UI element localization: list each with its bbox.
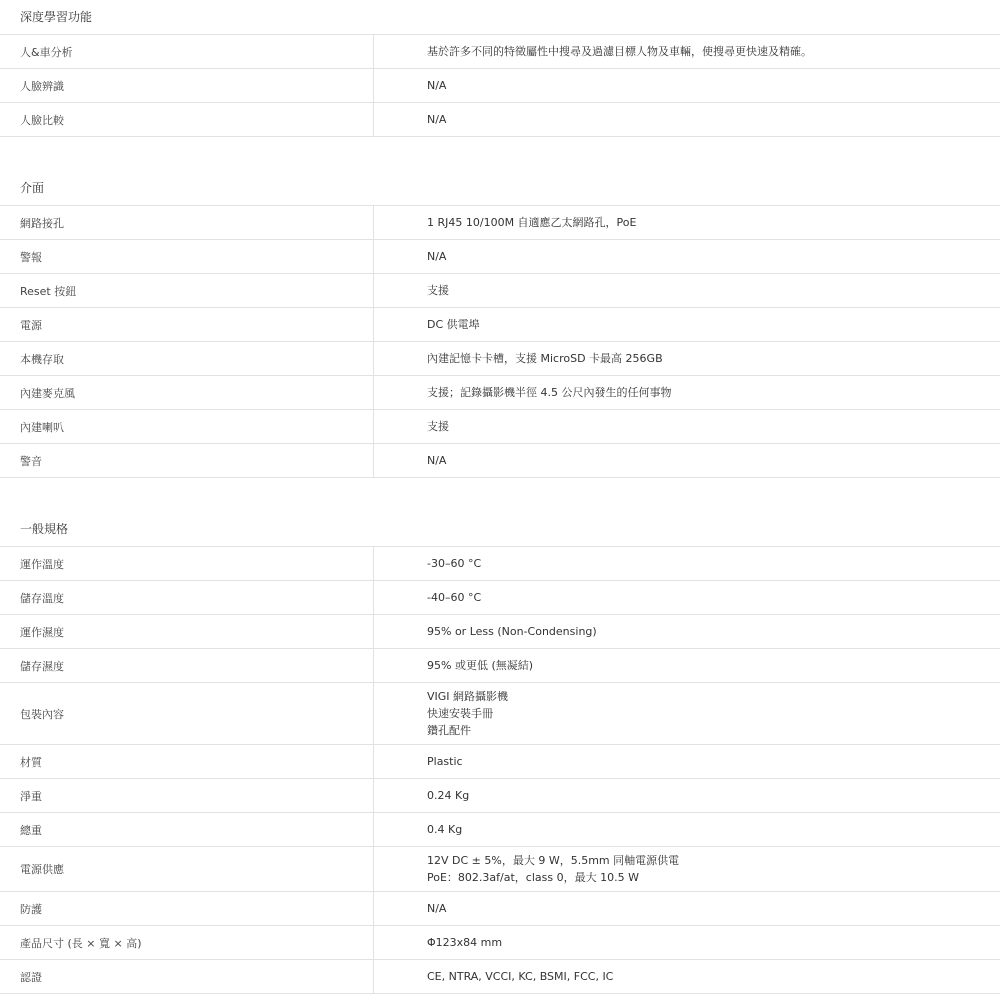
spec-value xyxy=(375,103,1000,137)
spec-label: 內建喇叭 xyxy=(0,410,374,444)
spec-value xyxy=(375,615,1000,649)
spec-row xyxy=(0,376,1000,410)
spec-value-line: -40–60 °C xyxy=(427,591,482,604)
spec-value-line: 快速安裝手冊 xyxy=(427,707,493,720)
spec-value xyxy=(375,376,1000,410)
spec-value-line: Plastic xyxy=(427,755,463,768)
spec-row xyxy=(0,615,1000,649)
spec-label: 防護 xyxy=(0,892,374,926)
spec-table xyxy=(0,205,1000,478)
spec-value-line: N/A xyxy=(427,79,447,92)
spec-value-line: N/A xyxy=(427,113,447,126)
spec-value-line: CE, NTRA, VCCI, KC, BSMI, FCC, IC xyxy=(427,970,614,983)
spec-value-line: PoE：802.3af/at，class 0，最大 10.5 W xyxy=(427,871,639,884)
spec-value xyxy=(375,813,1000,847)
section-gap xyxy=(0,478,1000,512)
spec-value-line: N/A xyxy=(427,454,447,467)
spec-value-line: N/A xyxy=(427,250,447,263)
section-gap xyxy=(0,137,1000,171)
spec-value xyxy=(375,35,1000,69)
spec-value xyxy=(375,206,1000,240)
spec-label: 產品尺寸 (長 × 寬 × 高) xyxy=(0,926,374,960)
spec-value-line: 12V DC ± 5%，最大 9 W，5.5mm 同軸電源供電 xyxy=(427,854,680,867)
spec-row xyxy=(0,308,1000,342)
spec-value xyxy=(375,581,1000,615)
spec-value xyxy=(375,274,1000,308)
spec-value-line: 95% 或更低 (無凝結) xyxy=(427,659,534,672)
spec-value-line: 95% or Less (Non-Condensing) xyxy=(427,625,597,638)
spec-label: 運作溫度 xyxy=(0,547,374,581)
spec-row xyxy=(0,206,1000,240)
spec-row xyxy=(0,581,1000,615)
spec-value xyxy=(375,69,1000,103)
section-title: 深度學習功能 xyxy=(20,10,93,24)
spec-value-line: 鑽孔配件 xyxy=(427,724,471,737)
spec-table xyxy=(0,546,1000,994)
spec-value-line: Φ123x84 mm xyxy=(427,936,503,949)
spec-value xyxy=(375,847,1000,892)
spec-table xyxy=(0,34,1000,137)
spec-row xyxy=(0,35,1000,69)
spec-value-line: VIGI 網路攝影機 xyxy=(427,690,509,703)
spec-value xyxy=(375,745,1000,779)
spec-row xyxy=(0,847,1000,892)
spec-value-line: 0.4 Kg xyxy=(427,823,463,836)
spec-label: 認證 xyxy=(0,960,374,994)
spec-value-line: 支援 xyxy=(427,284,449,297)
spec-row xyxy=(0,240,1000,274)
spec-label: 本機存取 xyxy=(0,342,374,376)
spec-row xyxy=(0,342,1000,376)
spec-value xyxy=(375,308,1000,342)
spec-value xyxy=(375,960,1000,994)
spec-row xyxy=(0,779,1000,813)
spec-value-line: 0.24 Kg xyxy=(427,789,470,802)
spec-value xyxy=(375,926,1000,960)
spec-label: 警音 xyxy=(0,444,374,478)
spec-label: 人&車分析 xyxy=(0,35,374,69)
spec-label: 人臉比較 xyxy=(0,103,374,137)
spec-value xyxy=(375,683,1000,745)
spec-value xyxy=(375,779,1000,813)
spec-value xyxy=(375,410,1000,444)
spec-row xyxy=(0,410,1000,444)
spec-row xyxy=(0,960,1000,994)
spec-value-line: 支援 xyxy=(427,420,449,433)
spec-row xyxy=(0,547,1000,581)
spec-value-line: -30–60 °C xyxy=(427,557,482,570)
spec-value-line: DC 供電埠 xyxy=(427,318,480,331)
spec-label: 包裝內容 xyxy=(0,683,374,745)
spec-value-line: 基於許多不同的特徵屬性中搜尋及過濾目標人物及車輛，使搜尋更快速及精確。 xyxy=(427,45,812,58)
spec-label: 電源供應 xyxy=(0,847,374,892)
spec-label: 人臉辨識 xyxy=(0,69,374,103)
spec-value-line: 內建記憶卡卡槽，支援 MicroSD 卡最高 256GB xyxy=(427,352,663,365)
spec-label: 內建麥克風 xyxy=(0,376,374,410)
spec-value xyxy=(375,649,1000,683)
spec-value xyxy=(375,892,1000,926)
spec-row xyxy=(0,274,1000,308)
spec-value xyxy=(375,547,1000,581)
spec-value-line: 1 RJ45 10/100M 自適應乙太網路孔，PoE xyxy=(427,216,637,229)
spec-label: 警報 xyxy=(0,240,374,274)
spec-row xyxy=(0,683,1000,745)
section-title: 介面 xyxy=(20,181,45,195)
spec-row xyxy=(0,69,1000,103)
spec-label: 儲存溫度 xyxy=(0,581,374,615)
spec-row xyxy=(0,813,1000,847)
spec-row xyxy=(0,745,1000,779)
spec-row xyxy=(0,926,1000,960)
spec-row xyxy=(0,103,1000,137)
spec-label: 儲存濕度 xyxy=(0,649,374,683)
spec-label: 運作濕度 xyxy=(0,615,374,649)
spec-value xyxy=(375,342,1000,376)
spec-label: 材質 xyxy=(0,745,374,779)
spec-value xyxy=(375,240,1000,274)
spec-row xyxy=(0,444,1000,478)
section-title: 一般規格 xyxy=(20,522,69,536)
spec-label: 淨重 xyxy=(0,779,374,813)
spec-row xyxy=(0,649,1000,683)
spec-value xyxy=(375,444,1000,478)
spec-label: 電源 xyxy=(0,308,374,342)
spec-value-line: 支援；記錄攝影機半徑 4.5 公尺內發生的任何事物 xyxy=(427,386,672,399)
spec-row xyxy=(0,892,1000,926)
spec-label: Reset 按鈕 xyxy=(0,274,374,308)
spec-label: 網路接孔 xyxy=(0,206,374,240)
spec-value-line: N/A xyxy=(427,902,447,915)
spec-label: 總重 xyxy=(0,813,374,847)
